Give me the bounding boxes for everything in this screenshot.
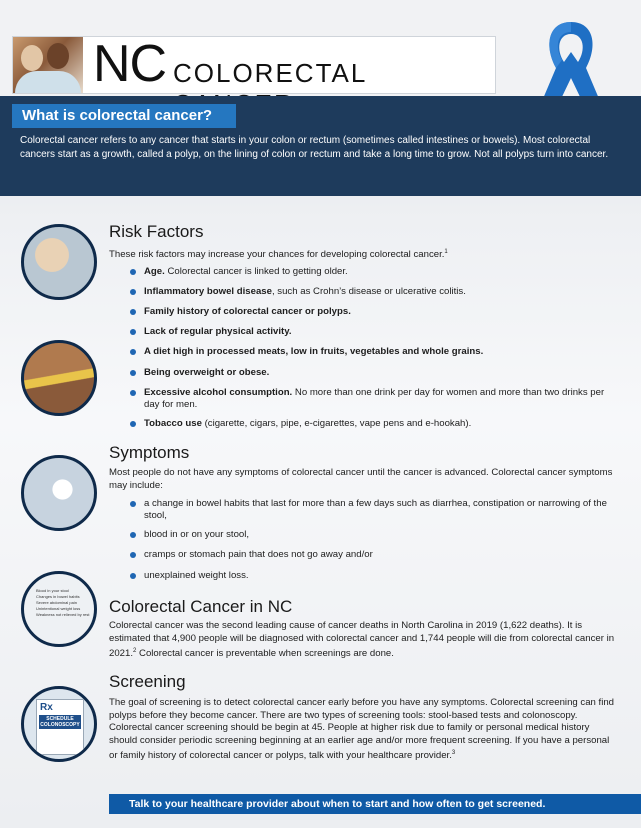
card-line1: SCHEDULE bbox=[46, 716, 74, 722]
risk-item: Inflammatory bowel disease, such as Crohn’s disease or ulcerative colitis. bbox=[130, 286, 622, 298]
checklist-item: Severe abdominal pain bbox=[36, 600, 77, 605]
intro-section bbox=[0, 96, 641, 196]
intro-heading: What is colorectal cancer? bbox=[22, 107, 213, 124]
title-banner bbox=[12, 36, 496, 94]
seniors-photo bbox=[21, 224, 97, 300]
checklist-item: Weakness not relieved by rest bbox=[36, 612, 90, 617]
nc-text: Colorectal cancer was the second leading cause of cancer deaths in North Carolina in 2019 (1,622 deaths). It is estimated that 4,900 people will be diagnosed with colorectal cancer and 1,744 people will die from colorectal cancer in 2021.$^2$ Colorectal cancer is preventable when screenings are done. bbox=[109, 620, 615, 660]
risk-item: Lack of regular physical activity. bbox=[130, 326, 622, 338]
symptoms-title: Symptoms bbox=[109, 443, 190, 462]
screening-title: Screening bbox=[109, 672, 186, 691]
symptom-item: unexplained weight loss. bbox=[130, 570, 622, 582]
risk-item: Tobacco use (cigarette, cigars, pipe, e-cigarettes, vape pens and e-hookah). bbox=[130, 418, 622, 430]
risk-item: Being overweight or obese. bbox=[130, 367, 622, 379]
risk-item: Family history of colorectal cancer or polyps. bbox=[130, 306, 622, 318]
risk-intro: These risk factors may increase your chances for developing colorectal cancer.$^1$ bbox=[109, 249, 448, 261]
symptom-item: cramps or stomach pain that does not go away and/or bbox=[130, 549, 622, 561]
symptom-checklist-image bbox=[21, 571, 97, 647]
waist-measure-photo bbox=[21, 340, 97, 416]
symptom-item: blood in or on your stool, bbox=[130, 529, 622, 541]
checklist-item: Unintentional weight loss bbox=[36, 606, 81, 611]
intro-text: Colorectal cancer refers to any cancer that starts in your colon or rectum (sometimes called intestines or bowels). Most colorectal cancers start as a growth, called a polyp, on the lining of colon or rectum and take a long time to grow. Not all polyps turn into cancer. bbox=[20, 135, 609, 160]
footer-banner bbox=[109, 794, 641, 814]
symptoms-intro: Most people do not have any symptoms of colorectal cancer until the cancer is advanced. Colorectal cancer symptoms may include: bbox=[109, 467, 613, 491]
couple-photo bbox=[13, 37, 83, 93]
colonoscopy-card-image bbox=[21, 686, 97, 762]
intro-heading-box bbox=[12, 104, 236, 128]
checklist-item: Changes in bowel habits bbox=[36, 594, 80, 599]
card-line2: COLONOSCOPY bbox=[40, 722, 80, 728]
risk-item: Age. Colorectal cancer is linked to getting older. bbox=[130, 266, 622, 278]
risk-item: A diet high in processed meats, low in fruits, vegetables and whole grains. bbox=[130, 346, 622, 358]
risk-title: Risk Factors bbox=[109, 222, 204, 241]
nc-title: Colorectal Cancer in NC bbox=[109, 597, 293, 616]
screening-text: The goal of screening is to detect colorectal cancer early before you have any symptoms. Colorectal screening can find polyps before they become cancer. There are two types of screening tools: stool-based tests and colonoscopy. Colorectal cancer screening should be begin at 45. People at higher risk due to family or personal medical history should consider periodic screening beginning at an earlier age and/or more frequent screening. If you have a personal or family history of colorectal cancer or polyps, talk with your healthcare provider.$^3$ bbox=[109, 697, 615, 762]
symptom-item: a change in bowel habits that last for more than a few days such as diarrhea, constipation or narrowing of the stool, bbox=[130, 498, 622, 522]
footer-text: Talk to your healthcare provider about when to start and how often to get screened. bbox=[129, 798, 546, 810]
risk-item: Excessive alcohol consumption. No more than one drink per day for women and more than two drinks per day for men. bbox=[130, 387, 622, 411]
rx-icon: Rx bbox=[40, 702, 53, 713]
title-abbr: NC bbox=[93, 35, 167, 93]
checklist-item: Blood in your stool bbox=[36, 588, 69, 593]
pills-photo bbox=[21, 455, 97, 531]
title-main: COLORECTAL bbox=[173, 58, 367, 88]
